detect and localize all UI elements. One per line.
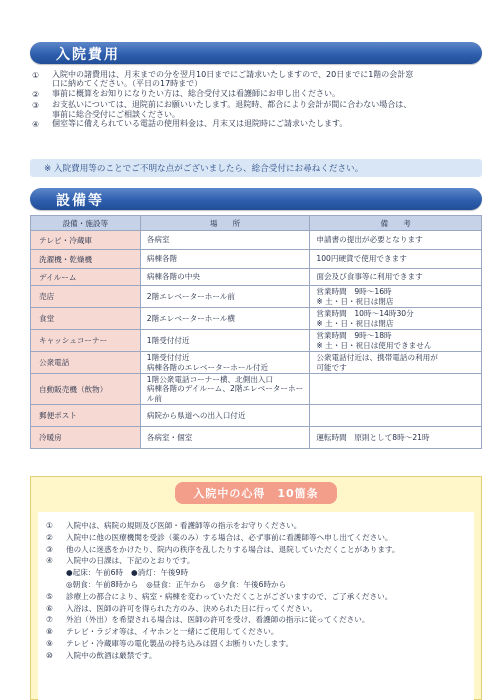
fees-heading: 入院費用 <box>56 47 120 63</box>
rule-item <box>46 638 474 650</box>
facility-note-line: 面会及び食事等に利用できます <box>316 272 423 282</box>
rule-number: ① <box>46 521 53 530</box>
rule-number: ④ <box>46 556 53 566</box>
facility-row <box>31 308 482 330</box>
facility-place-line: 1階公衆電話コーナー横、北側出入口 <box>146 375 274 384</box>
rule-number: ③ <box>46 544 53 554</box>
fees-list <box>32 70 484 131</box>
column-header-facility: 設備・施設等 <box>31 216 141 231</box>
facility-row <box>31 231 482 250</box>
schedule-line <box>46 567 474 579</box>
facility-note-line: 100円硬貨で使用できます <box>316 254 407 264</box>
facility-row <box>31 330 482 352</box>
fees-note: ※ 入院費用等のことでご不明な点がございましたら、総合受付にお尋ねください。 <box>30 159 482 177</box>
facility-note-line: 可能です <box>316 362 347 372</box>
rule-item <box>46 650 474 662</box>
fees-header-bar <box>30 42 482 64</box>
schedule-entry: ◎昼食：正午から <box>146 579 207 589</box>
rule-number: ⑨ <box>46 638 53 648</box>
facility-place-line: 2階エレベーターホール横 <box>146 313 235 323</box>
fee-item-number: ② <box>32 89 40 99</box>
rule-item <box>46 555 474 567</box>
rule-text: 入院中の飲酒は厳禁です。 <box>66 650 157 660</box>
fee-item-number: ① <box>32 71 40 80</box>
fee-item-text <box>52 70 484 89</box>
facility-place-line: 病棟各階のエレベーターホール付近 <box>146 362 269 372</box>
facility-note <box>310 269 482 286</box>
schedule-entry: ●起床：午前6時 <box>66 568 124 578</box>
facility-row <box>31 286 482 308</box>
facility-note <box>310 231 482 250</box>
facility-row <box>31 352 482 374</box>
facility-note-line: 営業時間 9時～18時 <box>316 331 392 341</box>
facility-note <box>310 352 482 374</box>
fee-item-line: 事前に総合受付にご相談ください。 <box>52 109 180 119</box>
rule-item <box>46 603 474 615</box>
facility-name: デイルーム <box>31 269 141 286</box>
rule-text: 外泊（外出）を希望される場合は、医師の許可を受け、看護師の指示に従ってください。 <box>66 615 370 625</box>
facility-row <box>31 269 482 286</box>
rule-text: 入浴は、医師の許可を得られた方のみ、決められた日に行ってください。 <box>66 603 318 613</box>
fee-item-number: ③ <box>32 101 40 111</box>
column-header-place: 場 所 <box>140 216 310 231</box>
facility-note-line: 営業時間 10時～14時30分 <box>316 309 414 319</box>
fee-item-text <box>52 119 484 131</box>
facility-name: 洗濯機・乾燥機 <box>31 250 141 269</box>
facility-place-line: 1階受付付近 <box>146 335 190 345</box>
facility-note <box>310 374 482 405</box>
facility-note-line: 運転時間 原則として8時～21時 <box>316 433 430 443</box>
facility-note <box>310 250 482 269</box>
facility-name: 公衆電話 <box>31 352 141 374</box>
rule-item <box>46 520 474 532</box>
schedule-line <box>46 579 474 591</box>
facility-place-line: 2階エレベーターホール前 <box>146 291 235 301</box>
facility-name: 自動販売機（飲物） <box>31 374 141 405</box>
facility-place <box>140 231 310 250</box>
schedule-entry: ◎朝食：午前8時から <box>66 579 139 589</box>
rule-item <box>46 626 474 638</box>
fee-item-line: お支払いについては、退院前にお願いいたします。退院時、都合により会計が間に合わない場合は、 <box>52 100 412 110</box>
fee-item <box>32 100 484 119</box>
rule-number: ⑤ <box>46 591 53 601</box>
rule-number: ⑧ <box>46 627 53 637</box>
fee-item <box>32 119 484 131</box>
facility-name: 売店 <box>31 286 141 308</box>
rules-title-wrap <box>30 482 482 504</box>
facility-note-line: ※ 土・日・祝日は閉店 <box>316 318 394 328</box>
rules-heading: 入院中の心得 10箇条 <box>175 482 336 504</box>
rule-text: テレビ・冷蔵庫等の電化製品の持ち込みは固くお断りいたします。 <box>66 638 294 648</box>
facility-note-line: ※ 土・日・祝日は使用できません <box>316 340 432 350</box>
facility-place <box>140 352 310 374</box>
facilities-table-header <box>31 216 482 231</box>
fee-item-text <box>52 100 484 119</box>
fee-item-text <box>52 89 484 101</box>
rule-text: テレビ・ラジオ等は、イヤホンと一緒にご使用してください。 <box>66 627 279 637</box>
facility-name: 食堂 <box>31 308 141 330</box>
fee-item-line: 入院中の諸費用は、月末までの分を翌月10日までにご請求いたしますので、20日までに1階の会計窓 <box>52 70 414 79</box>
facility-place-line: 各病室 <box>146 235 170 245</box>
rule-text: 入院中に他の医療機関を受診（薬のみ）する場合は、必ず事前に看護師等へ申し出てください。 <box>66 532 393 542</box>
facility-note <box>310 308 482 330</box>
facility-row <box>31 250 482 269</box>
rule-text: 診療上の都合により、病室・病棟を変わっていただくことがございますので、ご了承ください。 <box>66 591 393 601</box>
facility-note <box>310 286 482 308</box>
rule-number: ⑩ <box>46 650 53 660</box>
schedule-entry: ◎夕食：午後6時から <box>214 579 287 589</box>
rule-item <box>46 614 474 626</box>
facility-place <box>140 308 310 330</box>
facility-row <box>31 427 482 449</box>
rule-text: 入院中の日課は、下記のとおりです。 <box>66 556 195 566</box>
facility-note-line: 申請書の提出が必要となります <box>316 235 423 245</box>
fee-item <box>32 89 484 101</box>
facility-note <box>310 427 482 449</box>
facility-note <box>310 405 482 427</box>
facility-place <box>140 286 310 308</box>
facility-row <box>31 405 482 427</box>
facility-place <box>140 250 310 269</box>
rule-text: 入院中は、病院の規則及び医師・看護師等の指示をお守りください。 <box>66 521 302 530</box>
rule-text: 他の人に迷惑をかけたり、院内の秩序を乱したりする場合は、退院していただくことがあります。 <box>66 544 400 554</box>
rule-item <box>46 532 474 544</box>
facility-note-line: 営業時間 9時～16時 <box>316 287 392 297</box>
facility-name: テレビ・冷蔵庫 <box>31 231 141 250</box>
rule-item <box>46 591 474 603</box>
rule-item <box>46 544 474 556</box>
facility-place <box>140 374 310 405</box>
fee-item <box>32 70 484 89</box>
rule-number: ⑥ <box>46 603 53 613</box>
fee-item-number: ④ <box>32 120 40 130</box>
facilities-header-bar <box>30 188 482 210</box>
facility-name: キャッシュコーナー <box>31 330 141 352</box>
facility-place-line: 病院から県道への出入口付近 <box>146 411 246 421</box>
facilities-table <box>30 215 482 449</box>
facility-note-line: ※ 土・日・祝日は閉店 <box>316 296 394 306</box>
fee-item-line: 事前に概算をお知りになりたい方は、総合受付又は看護師にお申し出ください。 <box>52 88 340 98</box>
facility-place <box>140 330 310 352</box>
column-header-note: 備 考 <box>310 216 482 231</box>
facility-place <box>140 405 310 427</box>
fee-item-line: 口に納めてください。（平日の17時まで） <box>52 79 203 89</box>
fee-item-line: 個室等に備えられている電話の使用料金は、月末又は退院時にご請求いたします。 <box>52 119 348 129</box>
facility-note-line: 公衆電話付近は、携帯電話の利用が <box>316 353 438 363</box>
rules-list <box>38 512 474 700</box>
facility-name: 冷暖房 <box>31 427 141 449</box>
schedule-entry: ●消灯：午後9時 <box>131 568 189 578</box>
facility-name: 郵便ポスト <box>31 405 141 427</box>
facility-place-line: 1階受付付近 <box>146 353 190 363</box>
rule-number: ⑦ <box>46 615 53 625</box>
rule-number: ② <box>46 532 53 542</box>
facility-place-line: 病棟各階のデイルーム、2階エレベーターホール前 <box>146 384 304 403</box>
facility-place <box>140 269 310 286</box>
facility-place-line: 各病室・個室 <box>146 433 193 443</box>
facility-place <box>140 427 310 449</box>
facility-place-line: 病棟各階の中央 <box>146 272 200 282</box>
facility-place-line: 病棟各階 <box>146 254 178 264</box>
facility-row <box>31 374 482 405</box>
facility-note <box>310 330 482 352</box>
facilities-heading: 設備等 <box>56 193 104 209</box>
